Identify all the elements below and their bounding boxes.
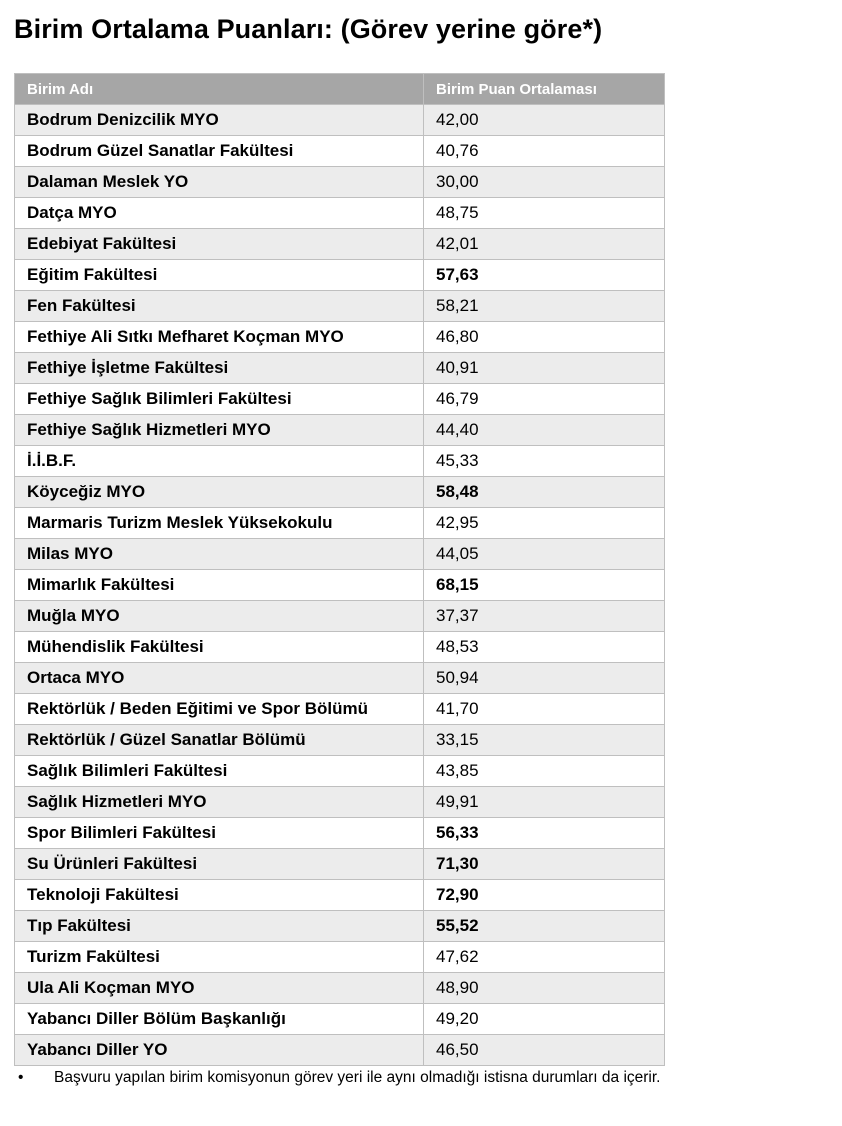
table-row [15,198,665,229]
table-row [15,353,665,384]
table-row [15,601,665,632]
table-row [15,539,665,570]
average-score-cell: 45,33 [424,446,665,477]
unit-name-cell: Sağlık Bilimleri Fakültesi [15,756,424,787]
table-row [15,167,665,198]
table-row [15,136,665,167]
column-header-average-score: Birim Puan Ortalaması [424,74,665,105]
unit-name-cell: Fethiye İşletme Fakültesi [15,353,424,384]
average-score-cell: 41,70 [424,694,665,725]
average-score-cell: 43,85 [424,756,665,787]
unit-name-cell: Marmaris Turizm Meslek Yüksekokulu [15,508,424,539]
average-score-cell: 48,90 [424,973,665,1004]
table-row [15,911,665,942]
average-score-cell: 58,48 [424,477,665,508]
average-score-cell: 56,33 [424,818,665,849]
unit-name-cell: Bodrum Denizcilik MYO [15,105,424,136]
average-score-cell: 42,00 [424,105,665,136]
table-row [15,725,665,756]
table-row [15,973,665,1004]
unit-name-cell: Muğla MYO [15,601,424,632]
bullet-icon: • [18,1069,24,1086]
table-row [15,291,665,322]
average-score-cell: 68,15 [424,570,665,601]
column-header-unit-name: Birim Adı [15,74,424,105]
average-score-cell: 50,94 [424,663,665,694]
table-row [15,105,665,136]
average-score-cell: 44,05 [424,539,665,570]
unit-name-cell: Ula Ali Koçman MYO [15,973,424,1004]
table-row [15,942,665,973]
average-score-cell: 46,79 [424,384,665,415]
average-score-cell: 42,95 [424,508,665,539]
unit-scores-table [14,73,665,1066]
table-row [15,694,665,725]
table-row [15,322,665,353]
unit-name-cell: Köyceğiz MYO [15,477,424,508]
table-row [15,663,665,694]
average-score-cell: 37,37 [424,601,665,632]
average-score-cell: 30,00 [424,167,665,198]
page-title: Birim Ortalama Puanları: (Görev yerine göre*) [14,14,603,44]
unit-name-cell: Yabancı Diller Bölüm Başkanlığı [15,1004,424,1035]
unit-name-cell: Spor Bilimleri Fakültesi [15,818,424,849]
table-header-row [15,74,665,105]
unit-name-cell: Fethiye Sağlık Hizmetleri MYO [15,415,424,446]
unit-name-cell: Eğitim Fakültesi [15,260,424,291]
unit-name-cell: Sağlık Hizmetleri MYO [15,787,424,818]
unit-name-cell: İ.İ.B.F. [15,446,424,477]
unit-name-cell: Yabancı Diller YO [15,1035,424,1066]
average-score-cell: 47,62 [424,942,665,973]
table-row [15,849,665,880]
unit-name-cell: Dalaman Meslek YO [15,167,424,198]
average-score-cell: 49,20 [424,1004,665,1035]
average-score-cell: 48,53 [424,632,665,663]
average-score-cell: 44,40 [424,415,665,446]
average-score-cell: 40,91 [424,353,665,384]
table-row [15,632,665,663]
table-row [15,415,665,446]
unit-name-cell: Teknoloji Fakültesi [15,880,424,911]
table-body [15,105,665,1066]
average-score-cell: 55,52 [424,911,665,942]
average-score-cell: 72,90 [424,880,665,911]
table-row [15,787,665,818]
unit-name-cell: Mühendislik Fakültesi [15,632,424,663]
table-row [15,508,665,539]
table-row [15,446,665,477]
average-score-cell: 42,01 [424,229,665,260]
unit-name-cell: Edebiyat Fakültesi [15,229,424,260]
unit-name-cell: Rektörlük / Güzel Sanatlar Bölümü [15,725,424,756]
table-row [15,818,665,849]
average-score-cell: 46,80 [424,322,665,353]
table-row [15,756,665,787]
unit-name-cell: Mimarlık Fakültesi [15,570,424,601]
average-score-cell: 57,63 [424,260,665,291]
average-score-cell: 33,15 [424,725,665,756]
average-score-cell: 49,91 [424,787,665,818]
table-row [15,384,665,415]
unit-name-cell: Ortaca MYO [15,663,424,694]
average-score-cell: 40,76 [424,136,665,167]
average-score-cell: 71,30 [424,849,665,880]
footnote [14,1069,834,1087]
table-row [15,260,665,291]
unit-name-cell: Bodrum Güzel Sanatlar Fakültesi [15,136,424,167]
unit-name-cell: Datça MYO [15,198,424,229]
unit-name-cell: Tıp Fakültesi [15,911,424,942]
unit-name-cell: Fen Fakültesi [15,291,424,322]
average-score-cell: 58,21 [424,291,665,322]
unit-name-cell: Fethiye Ali Sıtkı Mefharet Koçman MYO [15,322,424,353]
unit-name-cell: Turizm Fakültesi [15,942,424,973]
footnote-text: Başvuru yapılan birim komisyonun görev yeri ile aynı olmadığı istisna durumları da içerir. [54,1069,661,1086]
unit-name-cell: Milas MYO [15,539,424,570]
table-row [15,1035,665,1066]
unit-name-cell: Rektörlük / Beden Eğitimi ve Spor Bölümü [15,694,424,725]
table-row [15,570,665,601]
unit-name-cell: Su Ürünleri Fakültesi [15,849,424,880]
unit-name-cell: Fethiye Sağlık Bilimleri Fakültesi [15,384,424,415]
average-score-cell: 46,50 [424,1035,665,1066]
average-score-cell: 48,75 [424,198,665,229]
table-row [15,229,665,260]
table-row [15,477,665,508]
table-row [15,1004,665,1035]
table-row [15,880,665,911]
